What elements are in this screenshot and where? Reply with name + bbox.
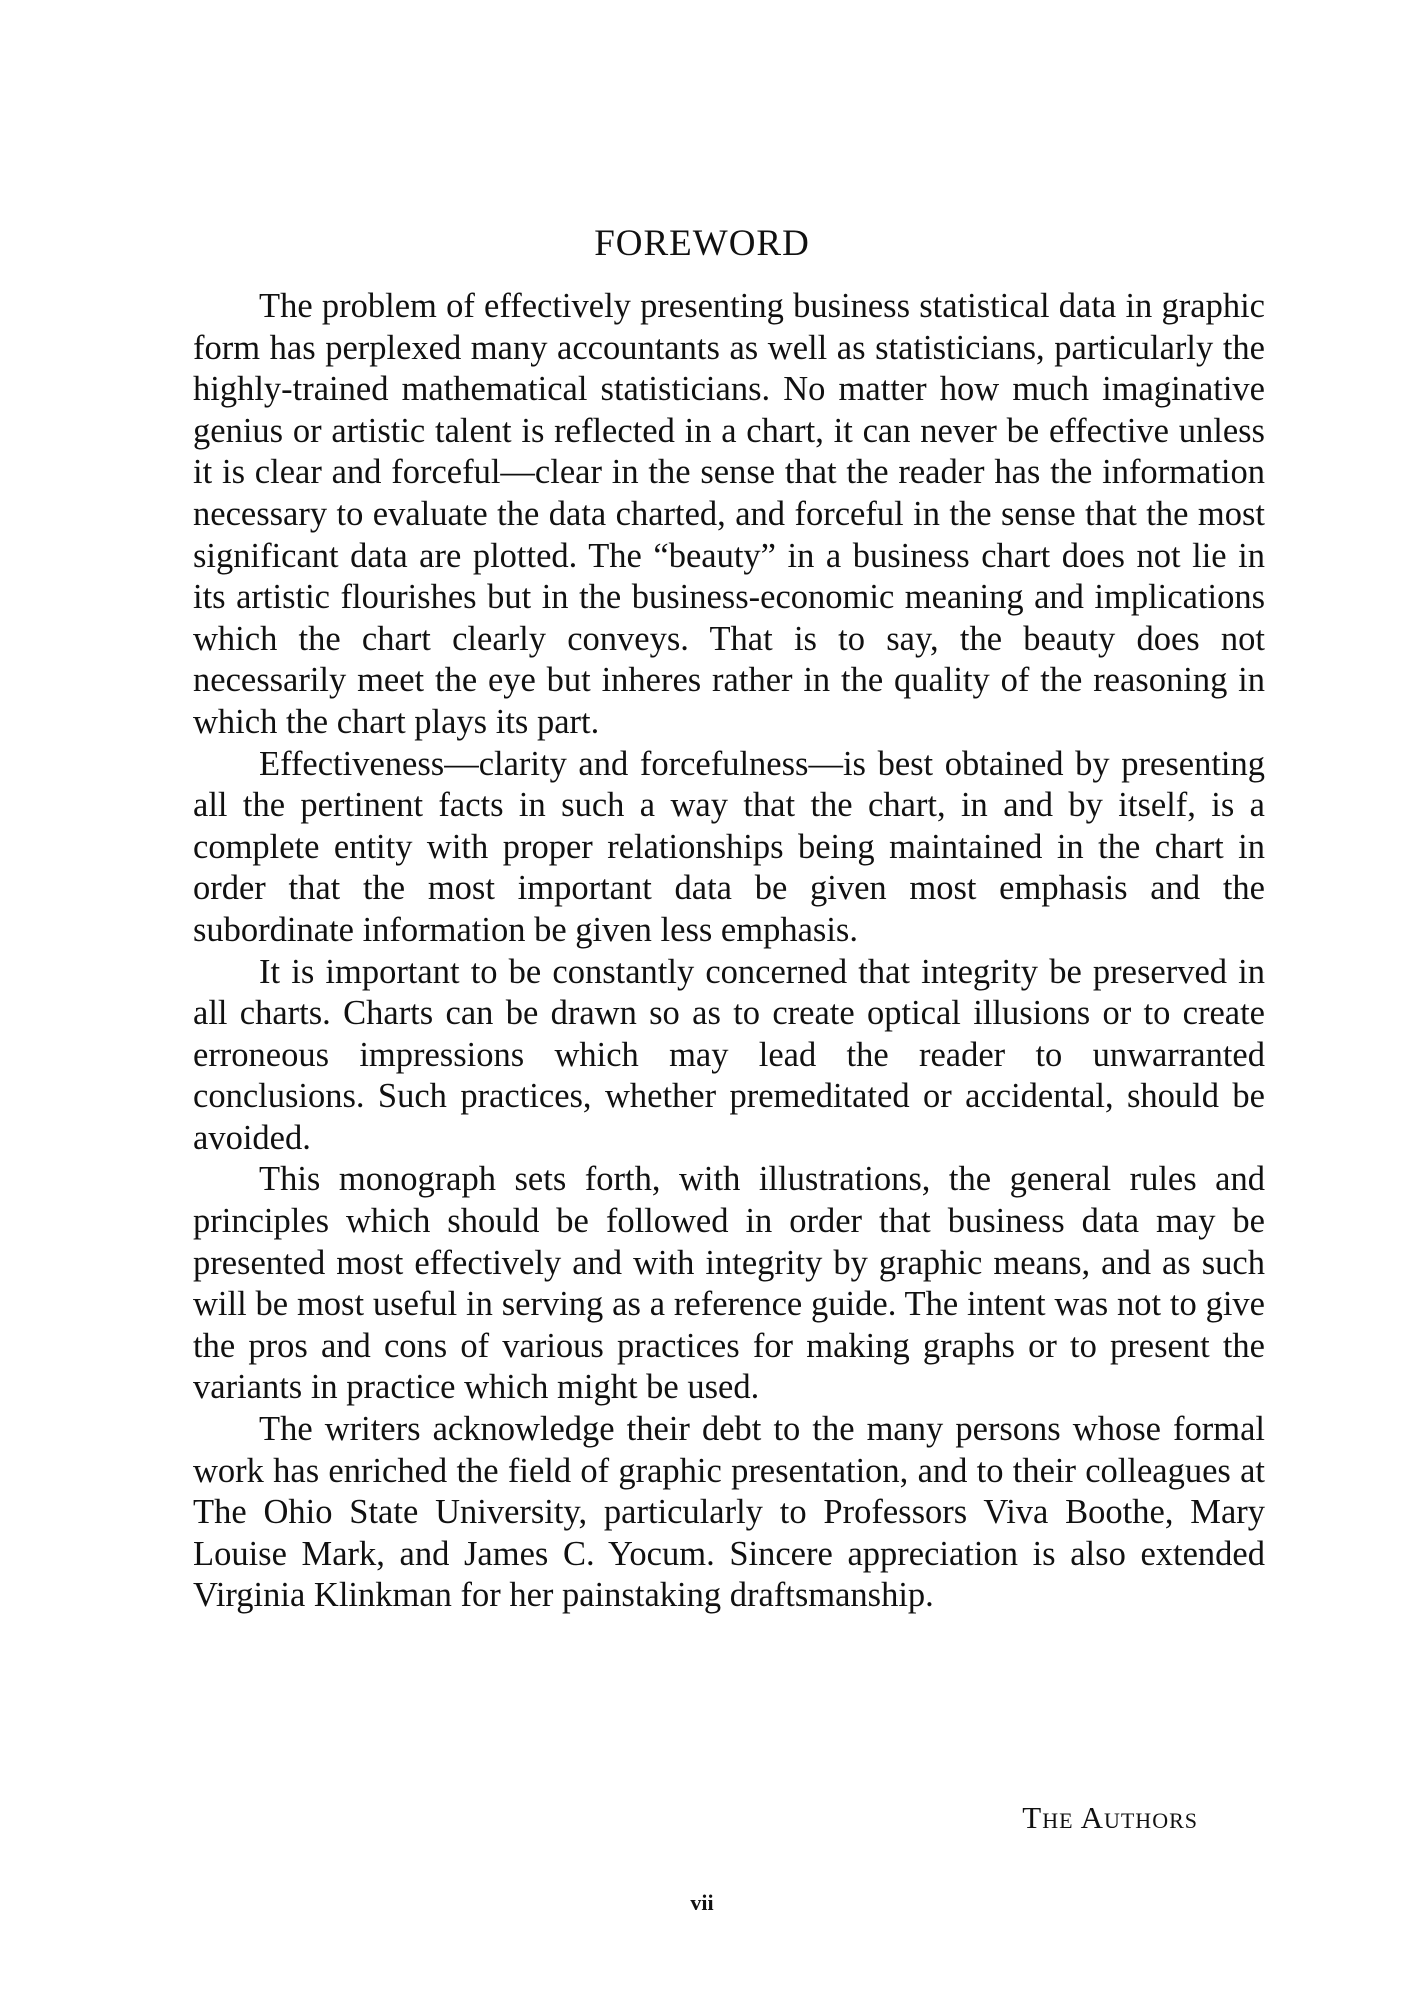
page-title: FOREWORD (594, 223, 810, 264)
paragraph-1: The problem of effectively presenting business statistical data in graphic form has perplexed many accountants as well as statisticians, particularly the highly-trained mathematical statisticians. No matter how much imaginative genius or artistic talent is reflected in a chart, it can never be effective unless it is clear and forceful—clear in the sense that the reader has the information necessary to evaluate the data charted, and forceful in the sense that the most significant data are plotted. The “beauty” in a business chart does not lie in its artistic flourishes but in the business-economic meaning and implications which the chart clearly conveys. That is to say, the beauty does not necessarily meet the eye but inheres rather in the quality of the reasoning in which the chart plays its part. (193, 287, 1265, 741)
paragraph-3: It is important to be constantly concerned that integrity be preserved in all charts. Charts can be drawn so as to create optical illusions or to create erroneous impressions which may lead the reader to unwarranted conclusions. Such practices, whether premeditated or accidental, should be avoided. (193, 952, 1265, 1157)
author-signature: The Authors (1022, 1800, 1198, 1835)
paragraph-4: This monograph sets forth, with illustrations, the general rules and principles which should be followed in order that business data may be presented most effectively and with integrity by graphic means, and as such will be most useful in serving as a reference guide. The intent was not to give the pros and cons of various practices for making graphs or to present the variants in practice which might be used. (193, 1160, 1265, 1407)
paragraph-2: Effectiveness—clarity and forcefulness—is best obtained by presenting all the pertinent facts in such a way that the chart, in and by itself, is a complete entity with proper relationships being maintained in the chart in order that the most important data be given most emphasis and the subordinate information be given less emphasis. (193, 744, 1265, 949)
foreword-body (193, 286, 1265, 1617)
paragraph-5: The writers acknowledge their debt to the many persons whose formal work has enriched the field of graphic presentation, and to their colleagues at The Ohio State University, particularly to Professors Viva Boothe, Mary Louise Mark, and James C. Yocum. Sincere appreciation is also extended Virginia Klinkman for her painstaking draftsmanship. (193, 1410, 1265, 1615)
page-number: vii (690, 1890, 714, 1915)
